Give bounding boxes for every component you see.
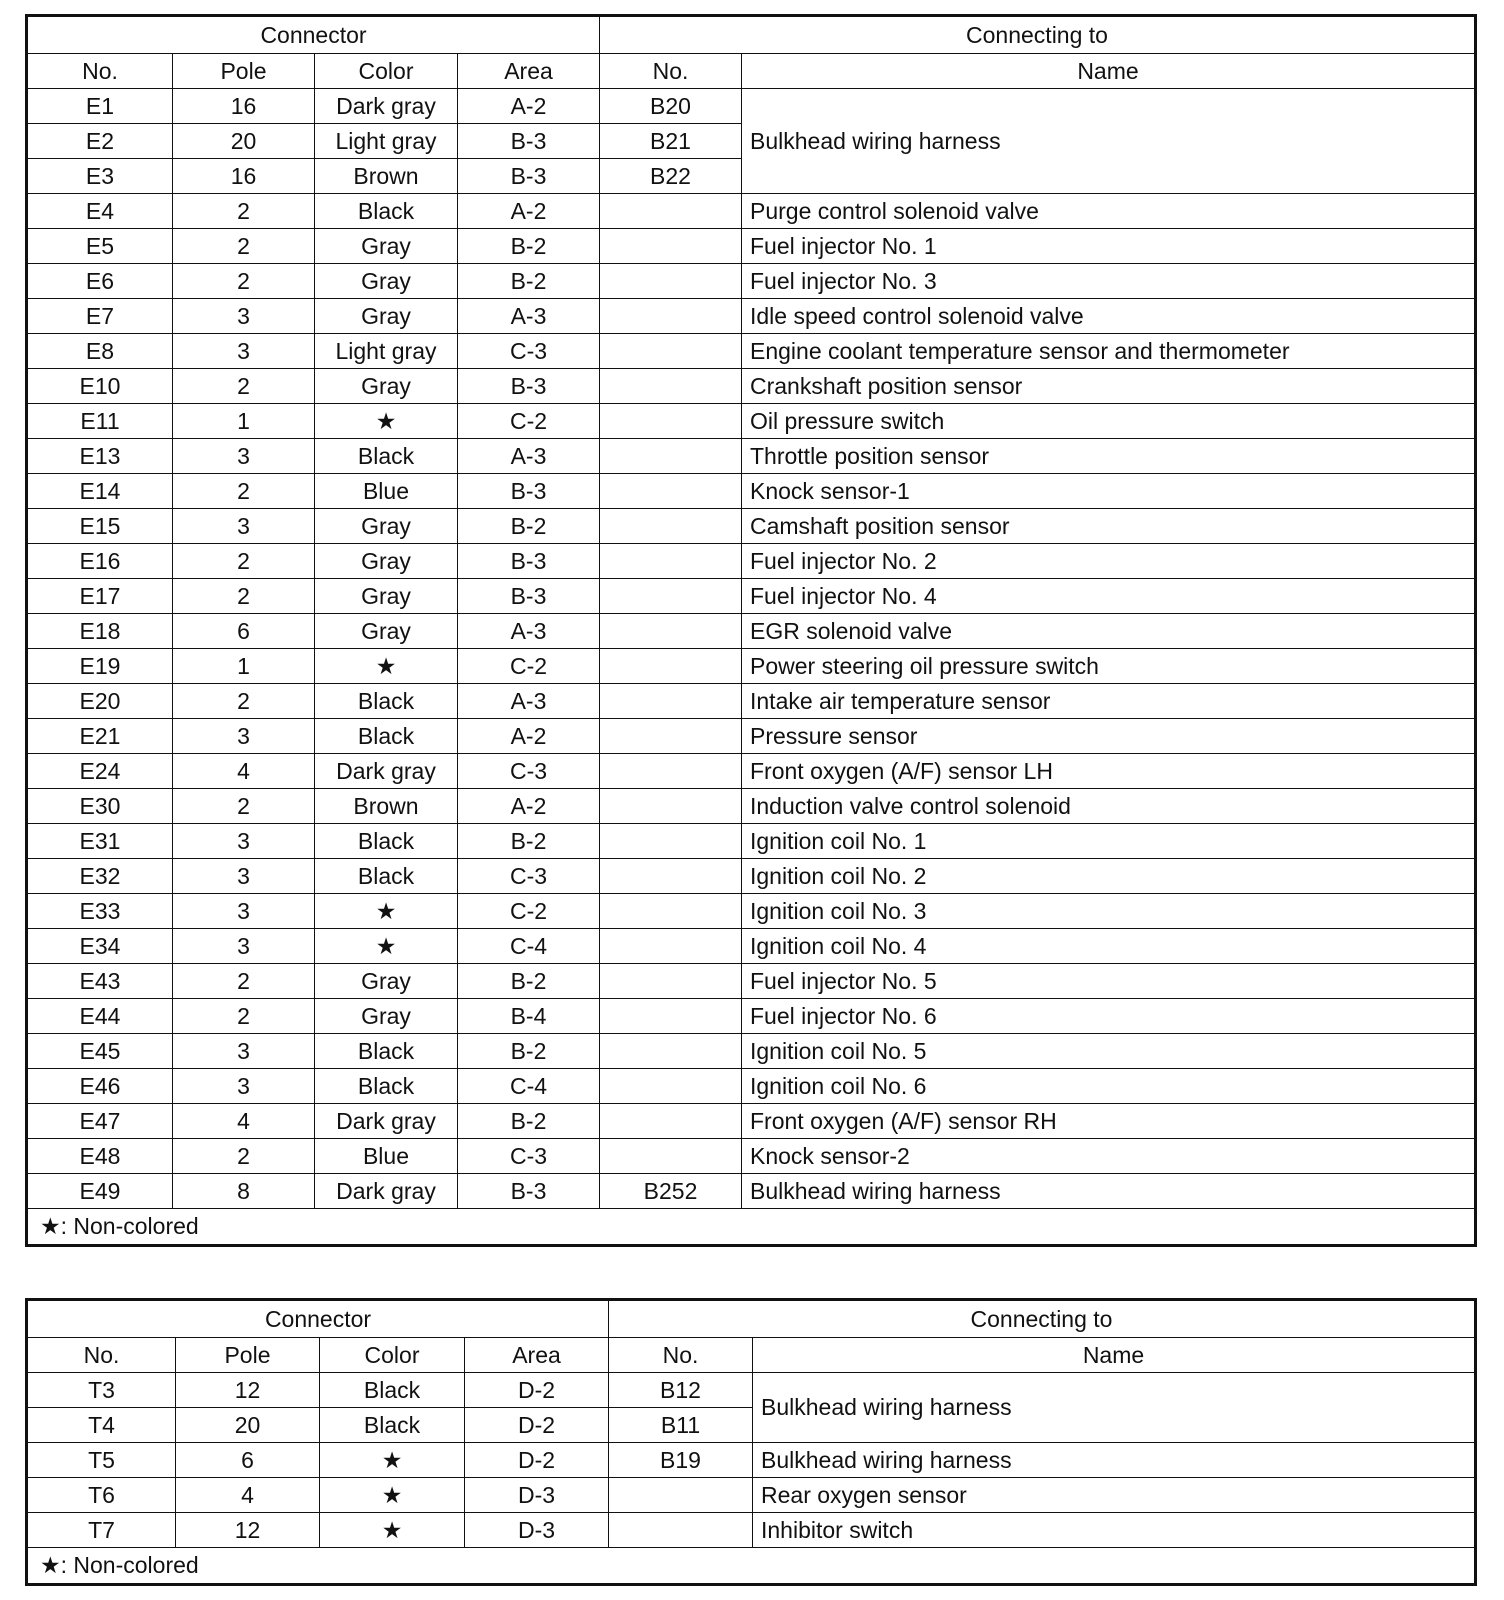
- connector-no: E7: [27, 299, 173, 334]
- connector-pole: 20: [173, 124, 315, 159]
- connector-pole: 16: [173, 89, 315, 124]
- connector-area: D-3: [465, 1478, 609, 1513]
- connector-no: E47: [27, 1104, 173, 1139]
- connecting-to-no: [609, 1478, 753, 1513]
- footnote-row: [27, 1209, 1476, 1246]
- column-header-row: [27, 54, 1476, 89]
- connector-pole: 2: [173, 474, 315, 509]
- connector-no: T7: [27, 1513, 176, 1548]
- connector-color: Gray: [315, 544, 458, 579]
- connector-color: Light gray: [315, 334, 458, 369]
- table-row: [27, 789, 1476, 824]
- table-row: [27, 824, 1476, 859]
- connector-area: B-3: [458, 544, 600, 579]
- column-header-row: [27, 1338, 1476, 1373]
- group-header-connecting-to: Connecting to: [609, 1300, 1476, 1338]
- connector-pole: 6: [173, 614, 315, 649]
- footnote-row: [27, 1548, 1476, 1585]
- connector-area: B-3: [458, 1174, 600, 1209]
- connector-pole: 20: [176, 1408, 320, 1443]
- connector-pole: 8: [173, 1174, 315, 1209]
- connector-color: Black: [315, 859, 458, 894]
- connector-pole: 1: [173, 649, 315, 684]
- connecting-to-name: Oil pressure switch: [742, 404, 1476, 439]
- connector-pole: 1: [173, 404, 315, 439]
- connecting-to-name: Bulkhead wiring harness: [753, 1443, 1476, 1478]
- connector-pole: 3: [173, 334, 315, 369]
- connecting-to-no: [600, 824, 742, 859]
- connecting-to-name: EGR solenoid valve: [742, 614, 1476, 649]
- connecting-to-no: B252: [600, 1174, 742, 1209]
- connector-color: Black: [315, 719, 458, 754]
- connector-no: E19: [27, 649, 173, 684]
- connector-color: ★: [315, 404, 458, 439]
- connector-table-t: [25, 1298, 1477, 1586]
- connector-color: ★: [320, 1513, 465, 1548]
- connector-pole: 3: [173, 719, 315, 754]
- connector-area: B-3: [458, 579, 600, 614]
- table-row: [27, 719, 1476, 754]
- table-row: [27, 1034, 1476, 1069]
- connecting-to-no: [600, 509, 742, 544]
- table-row: [27, 1139, 1476, 1174]
- connector-area: C-3: [458, 859, 600, 894]
- column-header-pole: Pole: [173, 54, 315, 89]
- table-row: [27, 754, 1476, 789]
- connector-color: Blue: [315, 1139, 458, 1174]
- connecting-to-no: [600, 194, 742, 229]
- table-row: [27, 509, 1476, 544]
- connecting-to-name: Camshaft position sensor: [742, 509, 1476, 544]
- connecting-to-name: Rear oxygen sensor: [753, 1478, 1476, 1513]
- table-row: [27, 369, 1476, 404]
- group-header-connecting-to: Connecting to: [600, 16, 1476, 54]
- column-header-color: Color: [320, 1338, 465, 1373]
- connector-color: Gray: [315, 614, 458, 649]
- table-e-body: [27, 16, 1476, 1246]
- connecting-to-name: Purge control solenoid valve: [742, 194, 1476, 229]
- connector-pole: 4: [173, 754, 315, 789]
- connector-pole: 3: [173, 1034, 315, 1069]
- connecting-to-no: [600, 1069, 742, 1104]
- connector-no: E30: [27, 789, 173, 824]
- connector-pole: 3: [173, 824, 315, 859]
- connector-pole: 2: [173, 1139, 315, 1174]
- connector-area: B-3: [458, 474, 600, 509]
- connector-area: C-2: [458, 649, 600, 684]
- connector-area: D-2: [465, 1443, 609, 1478]
- connector-area: A-3: [458, 299, 600, 334]
- connector-pole: 3: [173, 894, 315, 929]
- connector-area: B-2: [458, 1104, 600, 1139]
- column-header-pole: Pole: [176, 1338, 320, 1373]
- connector-no: E14: [27, 474, 173, 509]
- column-header-name: Name: [753, 1338, 1476, 1373]
- connector-area: B-2: [458, 1034, 600, 1069]
- connector-color: Black: [315, 684, 458, 719]
- connecting-to-no: B20: [600, 89, 742, 124]
- connector-no: E31: [27, 824, 173, 859]
- connector-no: E44: [27, 999, 173, 1034]
- table-row: [27, 684, 1476, 719]
- connecting-to-name: Fuel injector No. 2: [742, 544, 1476, 579]
- column-header-no: No.: [27, 1338, 176, 1373]
- connector-no: E3: [27, 159, 173, 194]
- connecting-to-no: [600, 264, 742, 299]
- connector-color: Black: [320, 1373, 465, 1408]
- connector-pole: 2: [173, 194, 315, 229]
- connecting-to-name: Ignition coil No. 4: [742, 929, 1476, 964]
- table-row: [27, 474, 1476, 509]
- connecting-to-name: Power steering oil pressure switch: [742, 649, 1476, 684]
- connector-no: E45: [27, 1034, 173, 1069]
- connector-area: B-2: [458, 824, 600, 859]
- connector-area: B-4: [458, 999, 600, 1034]
- connector-no: E34: [27, 929, 173, 964]
- connecting-to-name: Ignition coil No. 6: [742, 1069, 1476, 1104]
- connector-area: B-2: [458, 264, 600, 299]
- connector-color: Black: [315, 824, 458, 859]
- connector-area: C-3: [458, 1139, 600, 1174]
- connecting-to-no: [600, 649, 742, 684]
- connector-color: Dark gray: [315, 754, 458, 789]
- connector-color: Gray: [315, 579, 458, 614]
- connector-pole: 4: [173, 1104, 315, 1139]
- connector-no: E16: [27, 544, 173, 579]
- connector-no: E32: [27, 859, 173, 894]
- connecting-to-name: Intake air temperature sensor: [742, 684, 1476, 719]
- connecting-to-name: Knock sensor-1: [742, 474, 1476, 509]
- connecting-to-name: Throttle position sensor: [742, 439, 1476, 474]
- connecting-to-no: [600, 894, 742, 929]
- connector-pole: 16: [173, 159, 315, 194]
- column-header-area: Area: [458, 54, 600, 89]
- connector-pole: 3: [173, 929, 315, 964]
- connector-no: E10: [27, 369, 173, 404]
- table-row: [27, 194, 1476, 229]
- connecting-to-no: [600, 1104, 742, 1139]
- table-row: [27, 614, 1476, 649]
- column-header-to-no: No.: [609, 1338, 753, 1373]
- connecting-to-no: [600, 369, 742, 404]
- connector-pole: 2: [173, 229, 315, 264]
- connector-no: E20: [27, 684, 173, 719]
- connecting-to-no: [600, 859, 742, 894]
- connector-no: E15: [27, 509, 173, 544]
- connector-color: Gray: [315, 509, 458, 544]
- connecting-to-no: [600, 754, 742, 789]
- connector-area: D-3: [465, 1513, 609, 1548]
- footnote: ★: Non-colored: [27, 1209, 1476, 1246]
- connector-color: Dark gray: [315, 1174, 458, 1209]
- connector-pole: 3: [173, 439, 315, 474]
- connecting-to-name: Bulkhead wiring harness: [742, 89, 1476, 194]
- connector-no: E4: [27, 194, 173, 229]
- connector-no: E17: [27, 579, 173, 614]
- connector-area: A-3: [458, 439, 600, 474]
- group-header-row: [27, 1300, 1476, 1338]
- connector-pole: 12: [176, 1513, 320, 1548]
- connector-area: C-4: [458, 1069, 600, 1104]
- connector-pole: 12: [176, 1373, 320, 1408]
- connector-color: Black: [315, 439, 458, 474]
- connector-pole: 2: [173, 684, 315, 719]
- connector-area: A-2: [458, 194, 600, 229]
- connecting-to-no: B22: [600, 159, 742, 194]
- connector-color: Dark gray: [315, 1104, 458, 1139]
- connector-no: E5: [27, 229, 173, 264]
- column-header-to-no: No.: [600, 54, 742, 89]
- footnote: ★: Non-colored: [27, 1548, 1476, 1585]
- table-row: [27, 1174, 1476, 1209]
- connector-area: D-2: [465, 1408, 609, 1443]
- connecting-to-no: [600, 789, 742, 824]
- connector-area: A-2: [458, 789, 600, 824]
- connector-area: A-3: [458, 684, 600, 719]
- connector-no: T3: [27, 1373, 176, 1408]
- connector-pole: 3: [173, 859, 315, 894]
- connector-color: Gray: [315, 369, 458, 404]
- connector-color: Light gray: [315, 124, 458, 159]
- connector-color: Dark gray: [315, 89, 458, 124]
- connecting-to-no: [600, 579, 742, 614]
- connecting-to-no: [600, 544, 742, 579]
- connector-area: C-2: [458, 894, 600, 929]
- connector-color: Gray: [315, 964, 458, 999]
- connecting-to-no: [600, 404, 742, 439]
- connecting-to-no: B12: [609, 1373, 753, 1408]
- connecting-to-no: B21: [600, 124, 742, 159]
- connector-area: A-2: [458, 719, 600, 754]
- connector-area: A-3: [458, 614, 600, 649]
- connector-color: Gray: [315, 229, 458, 264]
- connector-area: C-2: [458, 404, 600, 439]
- connector-area: B-2: [458, 964, 600, 999]
- table-row: [27, 894, 1476, 929]
- connector-color: ★: [315, 929, 458, 964]
- table-row: [27, 1478, 1476, 1513]
- connecting-to-name: Fuel injector No. 6: [742, 999, 1476, 1034]
- connecting-to-no: [600, 1139, 742, 1174]
- connecting-to-no: [609, 1513, 753, 1548]
- connector-area: D-2: [465, 1373, 609, 1408]
- connecting-to-name: Front oxygen (A/F) sensor RH: [742, 1104, 1476, 1139]
- connector-color: Black: [320, 1408, 465, 1443]
- connector-pole: 3: [173, 1069, 315, 1104]
- connector-area: B-2: [458, 509, 600, 544]
- connector-pole: 3: [173, 509, 315, 544]
- table-row: [27, 964, 1476, 999]
- connector-area: A-2: [458, 89, 600, 124]
- connector-pole: 4: [176, 1478, 320, 1513]
- connector-no: T6: [27, 1478, 176, 1513]
- connecting-to-name: Fuel injector No. 1: [742, 229, 1476, 264]
- connecting-to-name: Fuel injector No. 5: [742, 964, 1476, 999]
- connecting-to-name: Induction valve control solenoid: [742, 789, 1476, 824]
- connecting-to-name: Inhibitor switch: [753, 1513, 1476, 1548]
- connector-no: E43: [27, 964, 173, 999]
- connecting-to-name: Fuel injector No. 4: [742, 579, 1476, 614]
- connector-color: Gray: [315, 299, 458, 334]
- connector-table-e: [25, 14, 1477, 1247]
- connector-pole: 2: [173, 999, 315, 1034]
- connector-pole: 2: [173, 789, 315, 824]
- connector-no: E6: [27, 264, 173, 299]
- connector-pole: 2: [173, 579, 315, 614]
- table-row: [27, 439, 1476, 474]
- connecting-to-name: Ignition coil No. 1: [742, 824, 1476, 859]
- connector-no: E2: [27, 124, 173, 159]
- table-row: [27, 264, 1476, 299]
- connecting-to-name: Fuel injector No. 3: [742, 264, 1476, 299]
- connecting-to-no: [600, 439, 742, 474]
- connector-pole: 3: [173, 299, 315, 334]
- connecting-to-no: [600, 229, 742, 264]
- connector-no: E46: [27, 1069, 173, 1104]
- connector-area: B-3: [458, 124, 600, 159]
- table-row: [27, 334, 1476, 369]
- connecting-to-no: B11: [609, 1408, 753, 1443]
- column-header-area: Area: [465, 1338, 609, 1373]
- connector-pole: 2: [173, 544, 315, 579]
- connector-color: Gray: [315, 999, 458, 1034]
- table-row: [27, 1443, 1476, 1478]
- connector-no: E24: [27, 754, 173, 789]
- connector-no: E13: [27, 439, 173, 474]
- group-header-connector: Connector: [27, 1300, 609, 1338]
- connector-area: B-3: [458, 369, 600, 404]
- table-row: [27, 859, 1476, 894]
- column-header-no: No.: [27, 54, 173, 89]
- connector-area: C-3: [458, 334, 600, 369]
- connector-pole: 2: [173, 264, 315, 299]
- connecting-to-name: Idle speed control solenoid valve: [742, 299, 1476, 334]
- table-row: [27, 544, 1476, 579]
- connecting-to-name: Knock sensor-2: [742, 1139, 1476, 1174]
- table-row: [27, 649, 1476, 684]
- connecting-to-no: [600, 614, 742, 649]
- connecting-to-name: Pressure sensor: [742, 719, 1476, 754]
- connector-pole: 2: [173, 369, 315, 404]
- connector-area: C-3: [458, 754, 600, 789]
- connecting-to-no: [600, 1034, 742, 1069]
- group-header-row: [27, 16, 1476, 54]
- connecting-to-no: [600, 299, 742, 334]
- table-row: [27, 999, 1476, 1034]
- table-row: [27, 1513, 1476, 1548]
- connector-no: E21: [27, 719, 173, 754]
- connector-pole: 2: [173, 964, 315, 999]
- connecting-to-name: Ignition coil No. 3: [742, 894, 1476, 929]
- connector-color: Brown: [315, 159, 458, 194]
- connecting-to-name: Bulkhead wiring harness: [742, 1174, 1476, 1209]
- table-row: [27, 929, 1476, 964]
- table-row: [27, 1373, 1476, 1408]
- connecting-to-name: Ignition coil No. 2: [742, 859, 1476, 894]
- connector-color: Black: [315, 1034, 458, 1069]
- connecting-to-no: [600, 474, 742, 509]
- table-row: [27, 1069, 1476, 1104]
- connector-area: C-4: [458, 929, 600, 964]
- connector-no: E11: [27, 404, 173, 439]
- column-header-color: Color: [315, 54, 458, 89]
- connecting-to-no: B19: [609, 1443, 753, 1478]
- connecting-to-no: [600, 964, 742, 999]
- connector-no: T5: [27, 1443, 176, 1478]
- connector-no: T4: [27, 1408, 176, 1443]
- connector-color: ★: [320, 1443, 465, 1478]
- table-t-body: [27, 1300, 1476, 1585]
- connecting-to-no: [600, 999, 742, 1034]
- table-row: [27, 229, 1476, 264]
- connector-color: Black: [315, 1069, 458, 1104]
- connector-no: E33: [27, 894, 173, 929]
- connector-color: Gray: [315, 264, 458, 299]
- connecting-to-name: Front oxygen (A/F) sensor LH: [742, 754, 1476, 789]
- connector-color: ★: [320, 1478, 465, 1513]
- connecting-to-name: Bulkhead wiring harness: [753, 1373, 1476, 1443]
- connector-area: B-3: [458, 159, 600, 194]
- connecting-to-no: [600, 719, 742, 754]
- connector-no: E8: [27, 334, 173, 369]
- connector-no: E49: [27, 1174, 173, 1209]
- connecting-to-no: [600, 929, 742, 964]
- connecting-to-no: [600, 684, 742, 719]
- table-row: [27, 404, 1476, 439]
- connecting-to-name: Engine coolant temperature sensor and thermometer: [742, 334, 1476, 369]
- connector-no: E1: [27, 89, 173, 124]
- connector-color: ★: [315, 649, 458, 684]
- table-row: [27, 89, 1476, 124]
- connector-no: E18: [27, 614, 173, 649]
- connector-pole: 6: [176, 1443, 320, 1478]
- table-row: [27, 299, 1476, 334]
- connecting-to-name: Ignition coil No. 5: [742, 1034, 1476, 1069]
- connector-color: Brown: [315, 789, 458, 824]
- table-row: [27, 579, 1476, 614]
- column-header-name: Name: [742, 54, 1476, 89]
- connector-no: E48: [27, 1139, 173, 1174]
- connecting-to-name: Crankshaft position sensor: [742, 369, 1476, 404]
- connector-color: ★: [315, 894, 458, 929]
- connecting-to-no: [600, 334, 742, 369]
- connector-color: Black: [315, 194, 458, 229]
- table-row: [27, 1104, 1476, 1139]
- connector-color: Blue: [315, 474, 458, 509]
- connector-area: B-2: [458, 229, 600, 264]
- group-header-connector: Connector: [27, 16, 600, 54]
